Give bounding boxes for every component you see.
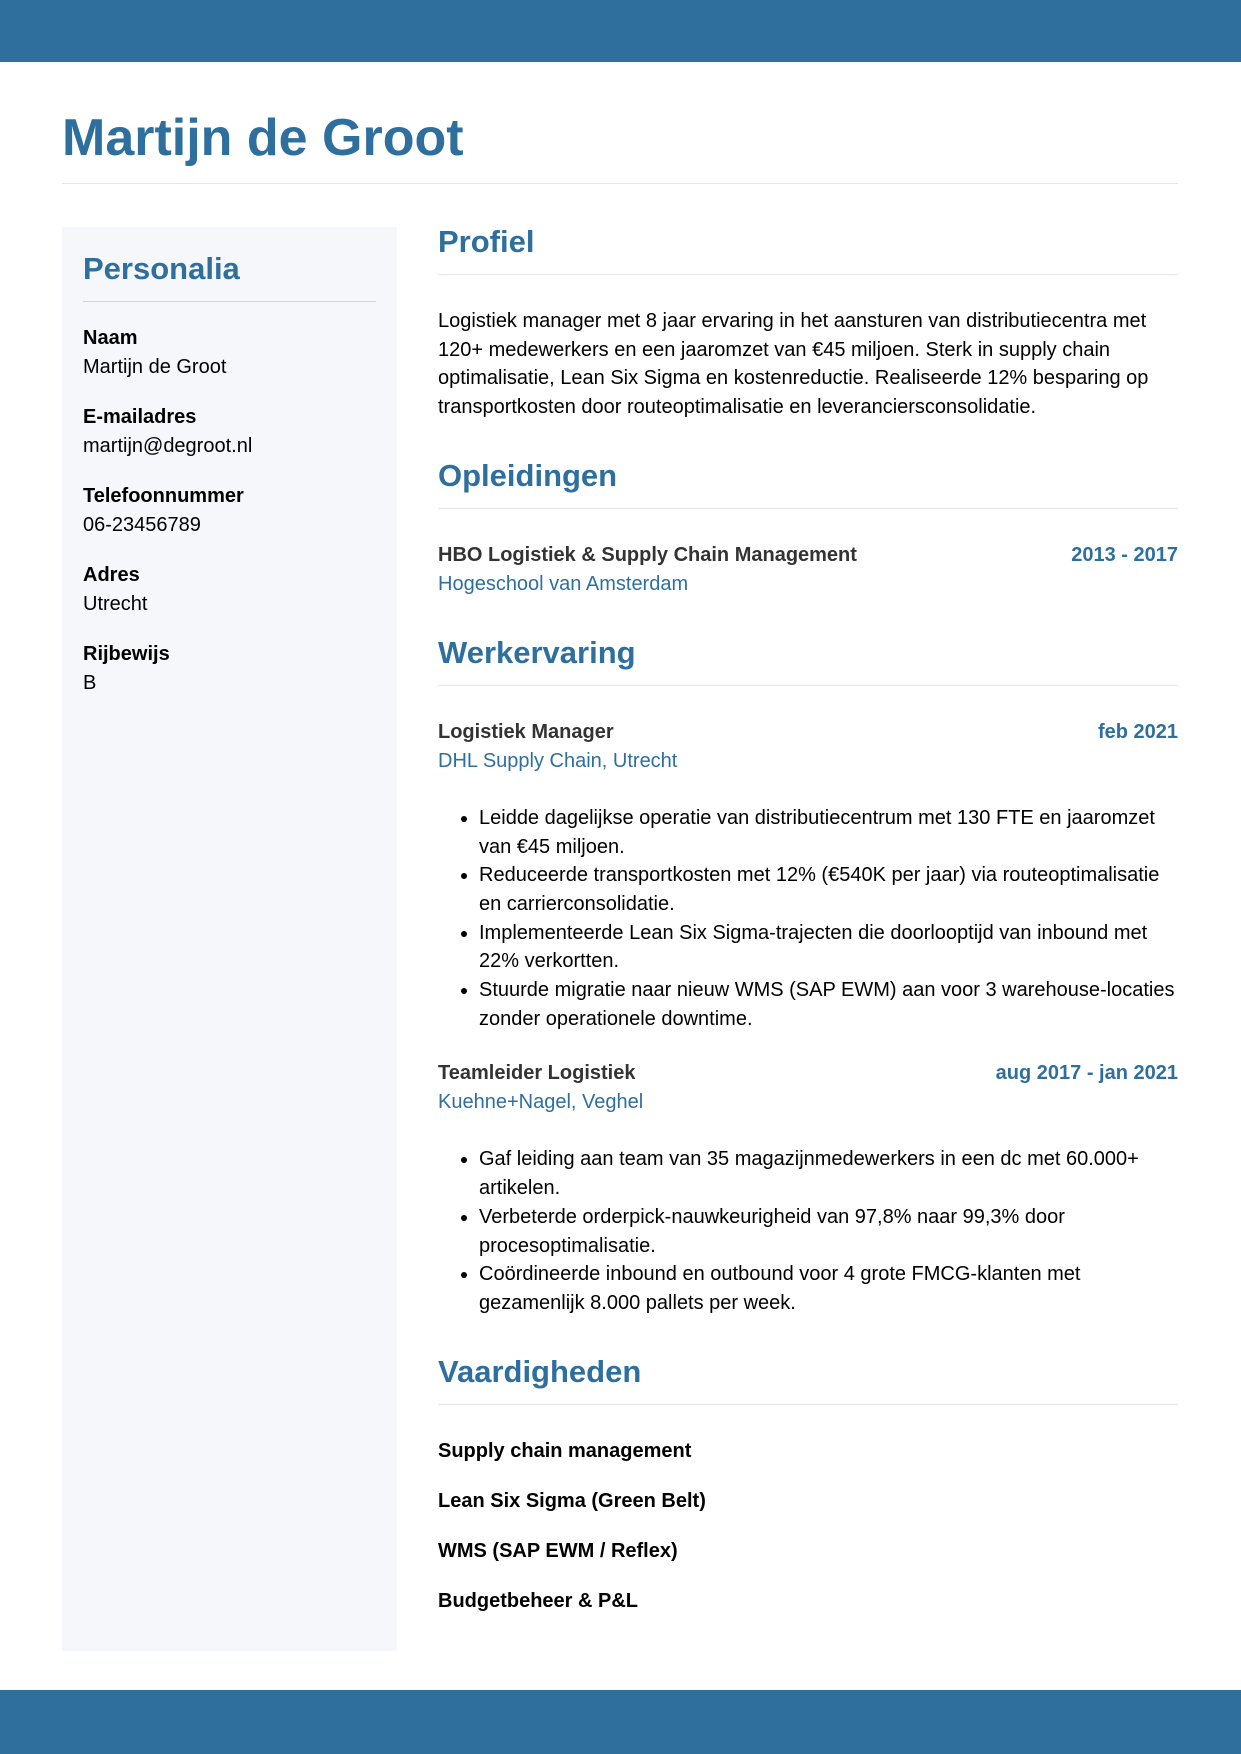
field-name — [83, 324, 376, 382]
entry-date: feb 2021 — [1097, 720, 1178, 743]
main-content — [438, 222, 1178, 1616]
list-item: • Verbeterde orderpick-nauwkeurigheid van 97,8% naar 99,3% door procesoptimalisatie. — [479, 1203, 1178, 1260]
entry-date: 2013 - 2017 — [1071, 543, 1178, 566]
list-item: • Reduceerde transportkosten met 12% (€540K per jaar) via routeoptimalisatie en carrierconsolidatie. — [479, 861, 1178, 918]
education-section — [438, 456, 1178, 599]
entry-company: DHL Supply Chain, Utrecht — [438, 749, 678, 772]
field-address — [83, 561, 376, 619]
field-value: Utrecht — [83, 593, 148, 615]
title-divider — [62, 183, 1178, 184]
entry-institution: Hogeschool van Amsterdam — [438, 572, 689, 595]
list-item: • Stuurde migratie naar nieuw WMS (SAP EWM) aan voor 3 warehouse-locaties zonder operationele downtime. — [479, 976, 1178, 1033]
section-title: Vaardigheden — [438, 1352, 1178, 1405]
entry-date: aug 2017 - jan 2021 — [995, 1062, 1178, 1085]
section-title: Werkervaring — [438, 633, 1178, 686]
experience-entry — [438, 1059, 1178, 1317]
list-item: • Coördineerde inbound en outbound voor 4 grote FMCG-klanten met gezamenlijk 8.000 pallets per week. — [479, 1260, 1178, 1317]
entry-bullets — [438, 804, 1178, 1034]
section-title: Opleidingen — [438, 456, 1178, 509]
skill-item: Lean Six Sigma (Green Belt) — [438, 1489, 706, 1512]
skills-section — [438, 1352, 1178, 1616]
skill-item: WMS (SAP EWM / Reflex) — [438, 1539, 678, 1562]
field-value: Martijn de Groot — [83, 356, 227, 378]
skill-item: Supply chain management — [438, 1439, 692, 1462]
field-label: Naam — [83, 327, 138, 349]
entry-title: Teamleider Logistiek — [438, 1062, 636, 1085]
bottom-banner — [0, 1690, 1241, 1754]
field-email — [83, 403, 376, 461]
list-item: • Gaf leiding aan team van 35 magazijnmedewerkers in een dc met 60.000+ artikelen. — [479, 1145, 1178, 1202]
field-label: Rijbewijs — [83, 643, 170, 665]
field-label: Telefoonnummer — [83, 485, 244, 507]
education-entry — [438, 541, 1178, 599]
field-value: B — [83, 672, 97, 694]
field-phone — [83, 482, 376, 540]
entry-title: Logistiek Manager — [438, 720, 614, 743]
field-value: martijn@degroot.nl — [83, 435, 253, 457]
experience-section — [438, 633, 1178, 1318]
field-license — [83, 640, 376, 698]
entry-bullets — [438, 1145, 1178, 1317]
section-title: Profiel — [438, 222, 1178, 275]
skill-item: Budgetbeheer & P&L — [438, 1589, 639, 1612]
entry-company: Kuehne+Nagel, Veghel — [438, 1091, 644, 1114]
experience-entry — [438, 718, 1178, 1034]
skills-list — [438, 1437, 1178, 1616]
personal-details-sidebar — [62, 227, 397, 1651]
list-item: • Implementeerde Lean Six Sigma-trajecten die doorlooptijd van inbound met 22% verkortten. — [479, 919, 1178, 976]
entry-title: HBO Logistiek & Supply Chain Management — [438, 543, 857, 566]
list-item: • Leidde dagelijkse operatie van distributiecentrum met 130 FTE en jaaromzet van €45 miljoen. — [479, 804, 1178, 861]
page-title: Martijn de Groot — [62, 109, 464, 167]
field-label: Adres — [83, 564, 140, 586]
profile-section — [438, 222, 1178, 422]
field-label: E-mailadres — [83, 406, 197, 428]
top-banner — [0, 0, 1241, 62]
profile-text: Logistiek manager met 8 jaar ervaring in het aansturen van distributiecentra met 120+ medewerkers en een jaaromzet van €45 miljoen. Sterk in supply chain optimalisatie, Lean Six Sigma en kostenreductie. Realiseerde 12% besparing op transportkosten door routeoptimalisatie en leveranciersconsolidatie. — [438, 310, 1149, 419]
sidebar-title: Personalia — [83, 249, 376, 302]
field-value: 06-23456789 — [83, 514, 201, 536]
